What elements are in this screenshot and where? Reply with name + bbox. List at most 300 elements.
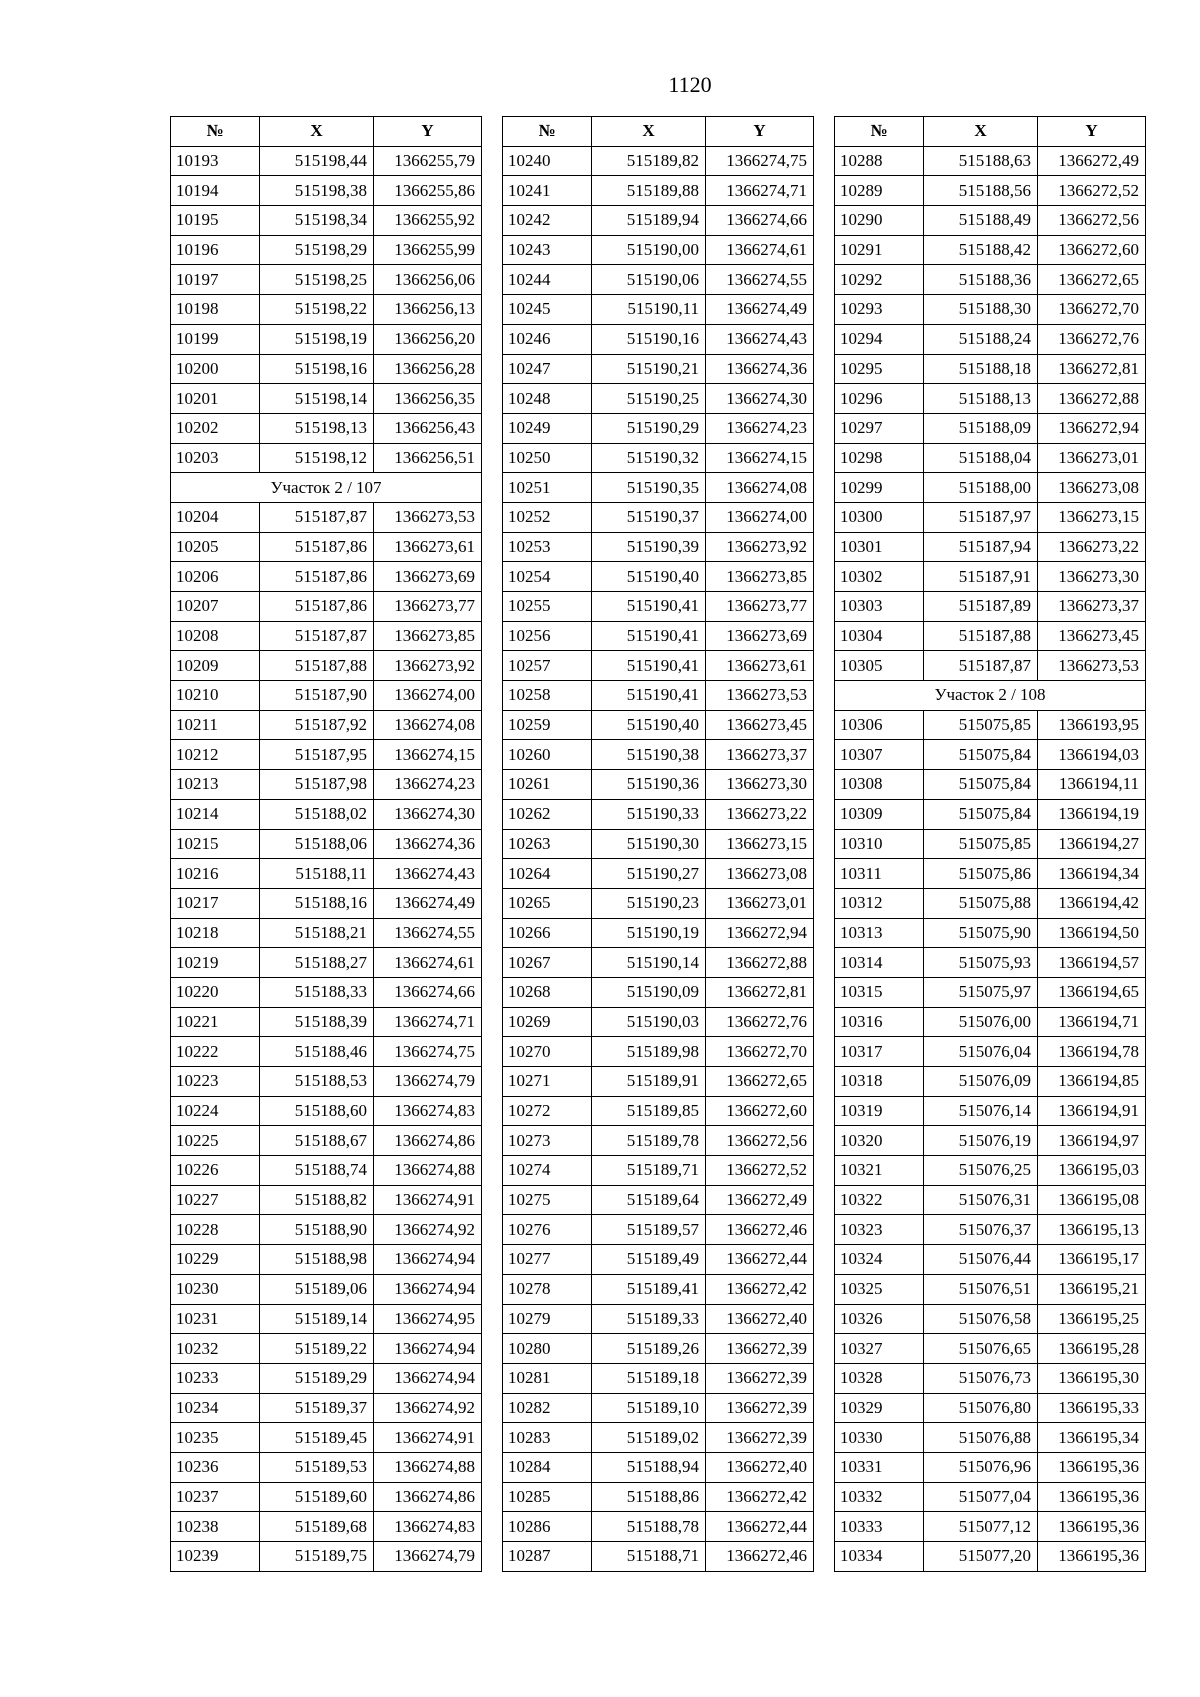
y-coordinate: 1366274,08 — [374, 710, 482, 740]
y-coordinate: 1366274,92 — [374, 1215, 482, 1245]
point-number: 10206 — [171, 562, 260, 592]
point-number: 10246 — [503, 324, 592, 354]
x-coordinate: 515075,85 — [924, 829, 1038, 859]
table-row — [503, 1512, 814, 1542]
y-coordinate: 1366274,95 — [374, 1304, 482, 1334]
x-coordinate: 515189,26 — [592, 1334, 706, 1364]
x-coordinate: 515190,41 — [592, 681, 706, 711]
point-number: 10297 — [835, 413, 924, 443]
table-row — [503, 1067, 814, 1097]
x-coordinate: 515189,29 — [260, 1363, 374, 1393]
x-coordinate: 515188,94 — [592, 1452, 706, 1482]
x-coordinate: 515189,57 — [592, 1215, 706, 1245]
point-number: 10316 — [835, 1007, 924, 1037]
table-row — [171, 799, 482, 829]
y-coordinate: 1366273,01 — [1038, 443, 1146, 473]
y-coordinate: 1366274,83 — [374, 1512, 482, 1542]
y-coordinate: 1366274,94 — [374, 1363, 482, 1393]
table-row — [171, 532, 482, 562]
y-coordinate: 1366274,88 — [374, 1156, 482, 1186]
y-coordinate: 1366272,65 — [1038, 265, 1146, 295]
column-header-y: Y — [374, 117, 482, 147]
section-title: Участок 2 / 108 — [835, 681, 1146, 711]
y-coordinate: 1366274,15 — [374, 740, 482, 770]
x-coordinate: 515187,87 — [260, 621, 374, 651]
x-coordinate: 515190,25 — [592, 384, 706, 414]
x-coordinate: 515190,35 — [592, 473, 706, 503]
table-row — [171, 176, 482, 206]
y-coordinate: 1366272,39 — [706, 1393, 814, 1423]
point-number: 10328 — [835, 1363, 924, 1393]
table-row — [835, 473, 1146, 503]
y-coordinate: 1366273,37 — [1038, 592, 1146, 622]
page-number: 1120 — [668, 72, 712, 97]
table-row — [171, 1512, 482, 1542]
y-coordinate: 1366272,65 — [706, 1067, 814, 1097]
coordinates-table-3 — [834, 116, 1146, 1572]
point-number: 10219 — [171, 948, 260, 978]
section-title: Участок 2 / 107 — [171, 473, 482, 503]
table-row — [171, 651, 482, 681]
x-coordinate: 515189,41 — [592, 1274, 706, 1304]
x-coordinate: 515187,95 — [260, 740, 374, 770]
column-header-y: Y — [706, 117, 814, 147]
point-number: 10304 — [835, 621, 924, 651]
point-number: 10333 — [835, 1512, 924, 1542]
y-coordinate: 1366272,49 — [706, 1185, 814, 1215]
table-row — [171, 235, 482, 265]
y-coordinate: 1366194,03 — [1038, 740, 1146, 770]
point-number: 10193 — [171, 146, 260, 176]
x-coordinate: 515189,68 — [260, 1512, 374, 1542]
y-coordinate: 1366274,55 — [706, 265, 814, 295]
column-header-y: Y — [1038, 117, 1146, 147]
table-row — [503, 1156, 814, 1186]
x-coordinate: 515075,85 — [924, 710, 1038, 740]
table-row — [835, 295, 1146, 325]
table-row — [503, 1126, 814, 1156]
y-coordinate: 1366274,92 — [374, 1393, 482, 1423]
y-coordinate: 1366195,36 — [1038, 1542, 1146, 1572]
y-coordinate: 1366194,97 — [1038, 1126, 1146, 1156]
x-coordinate: 515190,16 — [592, 324, 706, 354]
y-coordinate: 1366273,30 — [706, 770, 814, 800]
x-coordinate: 515189,91 — [592, 1067, 706, 1097]
x-coordinate: 515075,93 — [924, 948, 1038, 978]
table-row — [835, 799, 1146, 829]
x-coordinate: 515198,12 — [260, 443, 374, 473]
table-row — [503, 740, 814, 770]
table-row — [835, 443, 1146, 473]
y-coordinate: 1366274,79 — [374, 1067, 482, 1097]
table-row — [835, 1156, 1146, 1186]
y-coordinate: 1366272,44 — [706, 1245, 814, 1275]
y-coordinate: 1366256,20 — [374, 324, 482, 354]
point-number: 10225 — [171, 1126, 260, 1156]
y-coordinate: 1366274,61 — [706, 235, 814, 265]
y-coordinate: 1366195,36 — [1038, 1482, 1146, 1512]
y-coordinate: 1366274,23 — [374, 770, 482, 800]
table-row — [503, 859, 814, 889]
point-number: 10289 — [835, 176, 924, 206]
y-coordinate: 1366273,77 — [706, 592, 814, 622]
table-row — [503, 918, 814, 948]
point-number: 10230 — [171, 1274, 260, 1304]
x-coordinate: 515189,33 — [592, 1304, 706, 1334]
table-row — [503, 443, 814, 473]
point-number: 10290 — [835, 206, 924, 236]
point-number: 10319 — [835, 1096, 924, 1126]
column-header-x: X — [260, 117, 374, 147]
y-coordinate: 1366274,94 — [374, 1274, 482, 1304]
point-number: 10330 — [835, 1423, 924, 1453]
point-number: 10199 — [171, 324, 260, 354]
x-coordinate: 515189,85 — [592, 1096, 706, 1126]
x-coordinate: 515188,71 — [592, 1542, 706, 1572]
table-row — [171, 295, 482, 325]
x-coordinate: 515190,39 — [592, 532, 706, 562]
table-row — [503, 948, 814, 978]
y-coordinate: 1366195,28 — [1038, 1334, 1146, 1364]
point-number: 10226 — [171, 1156, 260, 1186]
table-row — [171, 1037, 482, 1067]
y-coordinate: 1366272,52 — [1038, 176, 1146, 206]
column-header-number: № — [171, 117, 260, 147]
table-row — [171, 770, 482, 800]
point-number: 10280 — [503, 1334, 592, 1364]
x-coordinate: 515188,86 — [592, 1482, 706, 1512]
x-coordinate: 515188,63 — [924, 146, 1038, 176]
y-coordinate: 1366272,49 — [1038, 146, 1146, 176]
y-coordinate: 1366272,76 — [1038, 324, 1146, 354]
x-coordinate: 515189,10 — [592, 1393, 706, 1423]
table-header-row — [835, 117, 1146, 147]
x-coordinate: 515189,06 — [260, 1274, 374, 1304]
y-coordinate: 1366256,13 — [374, 295, 482, 325]
x-coordinate: 515188,21 — [260, 918, 374, 948]
table-row — [835, 859, 1146, 889]
table-row — [835, 1452, 1146, 1482]
x-coordinate: 515076,04 — [924, 1037, 1038, 1067]
table-row — [835, 829, 1146, 859]
y-coordinate: 1366272,46 — [706, 1215, 814, 1245]
point-number: 10228 — [171, 1215, 260, 1245]
y-coordinate: 1366194,27 — [1038, 829, 1146, 859]
point-number: 10312 — [835, 888, 924, 918]
table-row — [835, 977, 1146, 1007]
y-coordinate: 1366273,53 — [706, 681, 814, 711]
x-coordinate: 515077,04 — [924, 1482, 1038, 1512]
x-coordinate: 515190,33 — [592, 799, 706, 829]
y-coordinate: 1366195,17 — [1038, 1245, 1146, 1275]
y-coordinate: 1366273,92 — [706, 532, 814, 562]
y-coordinate: 1366195,34 — [1038, 1423, 1146, 1453]
table-row — [171, 1542, 482, 1572]
point-number: 10284 — [503, 1452, 592, 1482]
y-coordinate: 1366274,49 — [374, 888, 482, 918]
table-row — [503, 829, 814, 859]
point-number: 10253 — [503, 532, 592, 562]
section-header-row — [171, 473, 482, 503]
table-row — [503, 977, 814, 1007]
y-coordinate: 1366195,33 — [1038, 1393, 1146, 1423]
point-number: 10329 — [835, 1393, 924, 1423]
point-number: 10237 — [171, 1482, 260, 1512]
table-row — [835, 502, 1146, 532]
y-coordinate: 1366272,70 — [706, 1037, 814, 1067]
point-number: 10275 — [503, 1185, 592, 1215]
point-number: 10239 — [171, 1542, 260, 1572]
y-coordinate: 1366274,66 — [706, 206, 814, 236]
y-coordinate: 1366195,21 — [1038, 1274, 1146, 1304]
point-number: 10326 — [835, 1304, 924, 1334]
x-coordinate: 515198,16 — [260, 354, 374, 384]
y-coordinate: 1366274,49 — [706, 295, 814, 325]
table-row — [503, 592, 814, 622]
table-row — [171, 1126, 482, 1156]
x-coordinate: 515187,91 — [924, 562, 1038, 592]
point-number: 10233 — [171, 1363, 260, 1393]
x-coordinate: 515189,02 — [592, 1423, 706, 1453]
y-coordinate: 1366272,46 — [706, 1542, 814, 1572]
x-coordinate: 515075,84 — [924, 799, 1038, 829]
y-coordinate: 1366273,69 — [706, 621, 814, 651]
table-row — [171, 710, 482, 740]
x-coordinate: 515187,88 — [924, 621, 1038, 651]
table-row — [835, 1245, 1146, 1275]
table-row — [171, 384, 482, 414]
x-coordinate: 515189,60 — [260, 1482, 374, 1512]
y-coordinate: 1366274,00 — [374, 681, 482, 711]
point-number: 10259 — [503, 710, 592, 740]
table-row — [503, 770, 814, 800]
point-number: 10208 — [171, 621, 260, 651]
point-number: 10245 — [503, 295, 592, 325]
table-row — [503, 265, 814, 295]
table-row — [835, 592, 1146, 622]
x-coordinate: 515076,96 — [924, 1452, 1038, 1482]
point-number: 10303 — [835, 592, 924, 622]
point-number: 10210 — [171, 681, 260, 711]
point-number: 10283 — [503, 1423, 592, 1453]
point-number: 10204 — [171, 502, 260, 532]
x-coordinate: 515187,87 — [260, 502, 374, 532]
x-coordinate: 515188,30 — [924, 295, 1038, 325]
table-row — [171, 977, 482, 1007]
y-coordinate: 1366255,92 — [374, 206, 482, 236]
table-row — [835, 562, 1146, 592]
table-row — [171, 829, 482, 859]
x-coordinate: 515190,21 — [592, 354, 706, 384]
x-coordinate: 515188,74 — [260, 1156, 374, 1186]
y-coordinate: 1366272,42 — [706, 1274, 814, 1304]
y-coordinate: 1366274,71 — [706, 176, 814, 206]
y-coordinate: 1366272,42 — [706, 1482, 814, 1512]
x-coordinate: 515076,80 — [924, 1393, 1038, 1423]
point-number: 10299 — [835, 473, 924, 503]
table-row — [503, 1185, 814, 1215]
point-number: 10229 — [171, 1245, 260, 1275]
point-number: 10207 — [171, 592, 260, 622]
x-coordinate: 515075,86 — [924, 859, 1038, 889]
y-coordinate: 1366273,85 — [706, 562, 814, 592]
point-number: 10282 — [503, 1393, 592, 1423]
y-coordinate: 1366256,51 — [374, 443, 482, 473]
point-number: 10274 — [503, 1156, 592, 1186]
table-row — [171, 1067, 482, 1097]
table-row — [835, 265, 1146, 295]
x-coordinate: 515188,36 — [924, 265, 1038, 295]
point-number: 10331 — [835, 1452, 924, 1482]
x-coordinate: 515189,98 — [592, 1037, 706, 1067]
table-row — [171, 1304, 482, 1334]
table-row — [171, 1393, 482, 1423]
y-coordinate: 1366274,36 — [706, 354, 814, 384]
table-row — [503, 354, 814, 384]
table-row — [171, 1007, 482, 1037]
point-number: 10301 — [835, 532, 924, 562]
y-coordinate: 1366273,22 — [706, 799, 814, 829]
point-number: 10287 — [503, 1542, 592, 1572]
table-row — [171, 562, 482, 592]
point-number: 10309 — [835, 799, 924, 829]
y-coordinate: 1366256,28 — [374, 354, 482, 384]
y-coordinate: 1366274,79 — [374, 1542, 482, 1572]
x-coordinate: 515189,18 — [592, 1363, 706, 1393]
y-coordinate: 1366194,91 — [1038, 1096, 1146, 1126]
table-row — [503, 888, 814, 918]
table-row — [171, 1245, 482, 1275]
point-number: 10194 — [171, 176, 260, 206]
y-coordinate: 1366274,66 — [374, 977, 482, 1007]
point-number: 10292 — [835, 265, 924, 295]
point-number: 10211 — [171, 710, 260, 740]
table-row — [835, 1096, 1146, 1126]
point-number: 10268 — [503, 977, 592, 1007]
table-row — [503, 651, 814, 681]
x-coordinate: 515188,04 — [924, 443, 1038, 473]
table-row — [503, 324, 814, 354]
y-coordinate: 1366272,88 — [706, 948, 814, 978]
table-row — [171, 1156, 482, 1186]
y-coordinate: 1366274,23 — [706, 413, 814, 443]
y-coordinate: 1366273,61 — [374, 532, 482, 562]
y-coordinate: 1366274,83 — [374, 1096, 482, 1126]
y-coordinate: 1366273,85 — [374, 621, 482, 651]
x-coordinate: 515188,82 — [260, 1185, 374, 1215]
point-number: 10222 — [171, 1037, 260, 1067]
x-coordinate: 515187,92 — [260, 710, 374, 740]
y-coordinate: 1366193,95 — [1038, 710, 1146, 740]
point-number: 10241 — [503, 176, 592, 206]
point-number: 10235 — [171, 1423, 260, 1453]
x-coordinate: 515187,86 — [260, 562, 374, 592]
point-number: 10267 — [503, 948, 592, 978]
point-number: 10249 — [503, 413, 592, 443]
y-coordinate: 1366272,52 — [706, 1156, 814, 1186]
x-coordinate: 515189,78 — [592, 1126, 706, 1156]
table-row — [835, 532, 1146, 562]
y-coordinate: 1366273,08 — [1038, 473, 1146, 503]
table-row — [835, 770, 1146, 800]
point-number: 10250 — [503, 443, 592, 473]
x-coordinate: 515075,84 — [924, 770, 1038, 800]
x-coordinate: 515189,75 — [260, 1542, 374, 1572]
table-row — [503, 681, 814, 711]
y-coordinate: 1366195,08 — [1038, 1185, 1146, 1215]
table-row — [503, 413, 814, 443]
table-row — [835, 1126, 1146, 1156]
x-coordinate: 515188,06 — [260, 829, 374, 859]
point-number: 10221 — [171, 1007, 260, 1037]
table-row — [171, 740, 482, 770]
point-number: 10251 — [503, 473, 592, 503]
point-number: 10248 — [503, 384, 592, 414]
x-coordinate: 515076,73 — [924, 1363, 1038, 1393]
table-row — [503, 1423, 814, 1453]
x-coordinate: 515076,09 — [924, 1067, 1038, 1097]
y-coordinate: 1366273,15 — [1038, 502, 1146, 532]
y-coordinate: 1366274,94 — [374, 1334, 482, 1364]
x-coordinate: 515190,14 — [592, 948, 706, 978]
table-row — [171, 1274, 482, 1304]
point-number: 10271 — [503, 1067, 592, 1097]
x-coordinate: 515188,98 — [260, 1245, 374, 1275]
x-coordinate: 515198,38 — [260, 176, 374, 206]
x-coordinate: 515076,00 — [924, 1007, 1038, 1037]
point-number: 10293 — [835, 295, 924, 325]
point-number: 10202 — [171, 413, 260, 443]
table-row — [503, 1334, 814, 1364]
y-coordinate: 1366255,79 — [374, 146, 482, 176]
point-number: 10302 — [835, 562, 924, 592]
point-number: 10315 — [835, 977, 924, 1007]
y-coordinate: 1366274,30 — [706, 384, 814, 414]
point-number: 10231 — [171, 1304, 260, 1334]
y-coordinate: 1366272,39 — [706, 1334, 814, 1364]
x-coordinate: 515198,29 — [260, 235, 374, 265]
x-coordinate: 515188,60 — [260, 1096, 374, 1126]
point-number: 10198 — [171, 295, 260, 325]
y-coordinate: 1366255,86 — [374, 176, 482, 206]
point-number: 10197 — [171, 265, 260, 295]
table-row — [503, 1037, 814, 1067]
point-number: 10244 — [503, 265, 592, 295]
table-row — [503, 799, 814, 829]
table-row — [835, 710, 1146, 740]
x-coordinate: 515189,14 — [260, 1304, 374, 1334]
x-coordinate: 515188,02 — [260, 799, 374, 829]
x-coordinate: 515190,37 — [592, 502, 706, 532]
point-number: 10214 — [171, 799, 260, 829]
y-coordinate: 1366273,15 — [706, 829, 814, 859]
point-number: 10243 — [503, 235, 592, 265]
table-row — [835, 176, 1146, 206]
x-coordinate: 515188,39 — [260, 1007, 374, 1037]
table-row — [171, 859, 482, 889]
x-coordinate: 515198,44 — [260, 146, 374, 176]
x-coordinate: 515190,32 — [592, 443, 706, 473]
x-coordinate: 515189,53 — [260, 1452, 374, 1482]
point-number: 10254 — [503, 562, 592, 592]
table-row — [171, 1334, 482, 1364]
table-row — [503, 710, 814, 740]
x-coordinate: 515188,67 — [260, 1126, 374, 1156]
x-coordinate: 515189,37 — [260, 1393, 374, 1423]
table-row — [835, 413, 1146, 443]
y-coordinate: 1366272,60 — [1038, 235, 1146, 265]
x-coordinate: 515198,14 — [260, 384, 374, 414]
